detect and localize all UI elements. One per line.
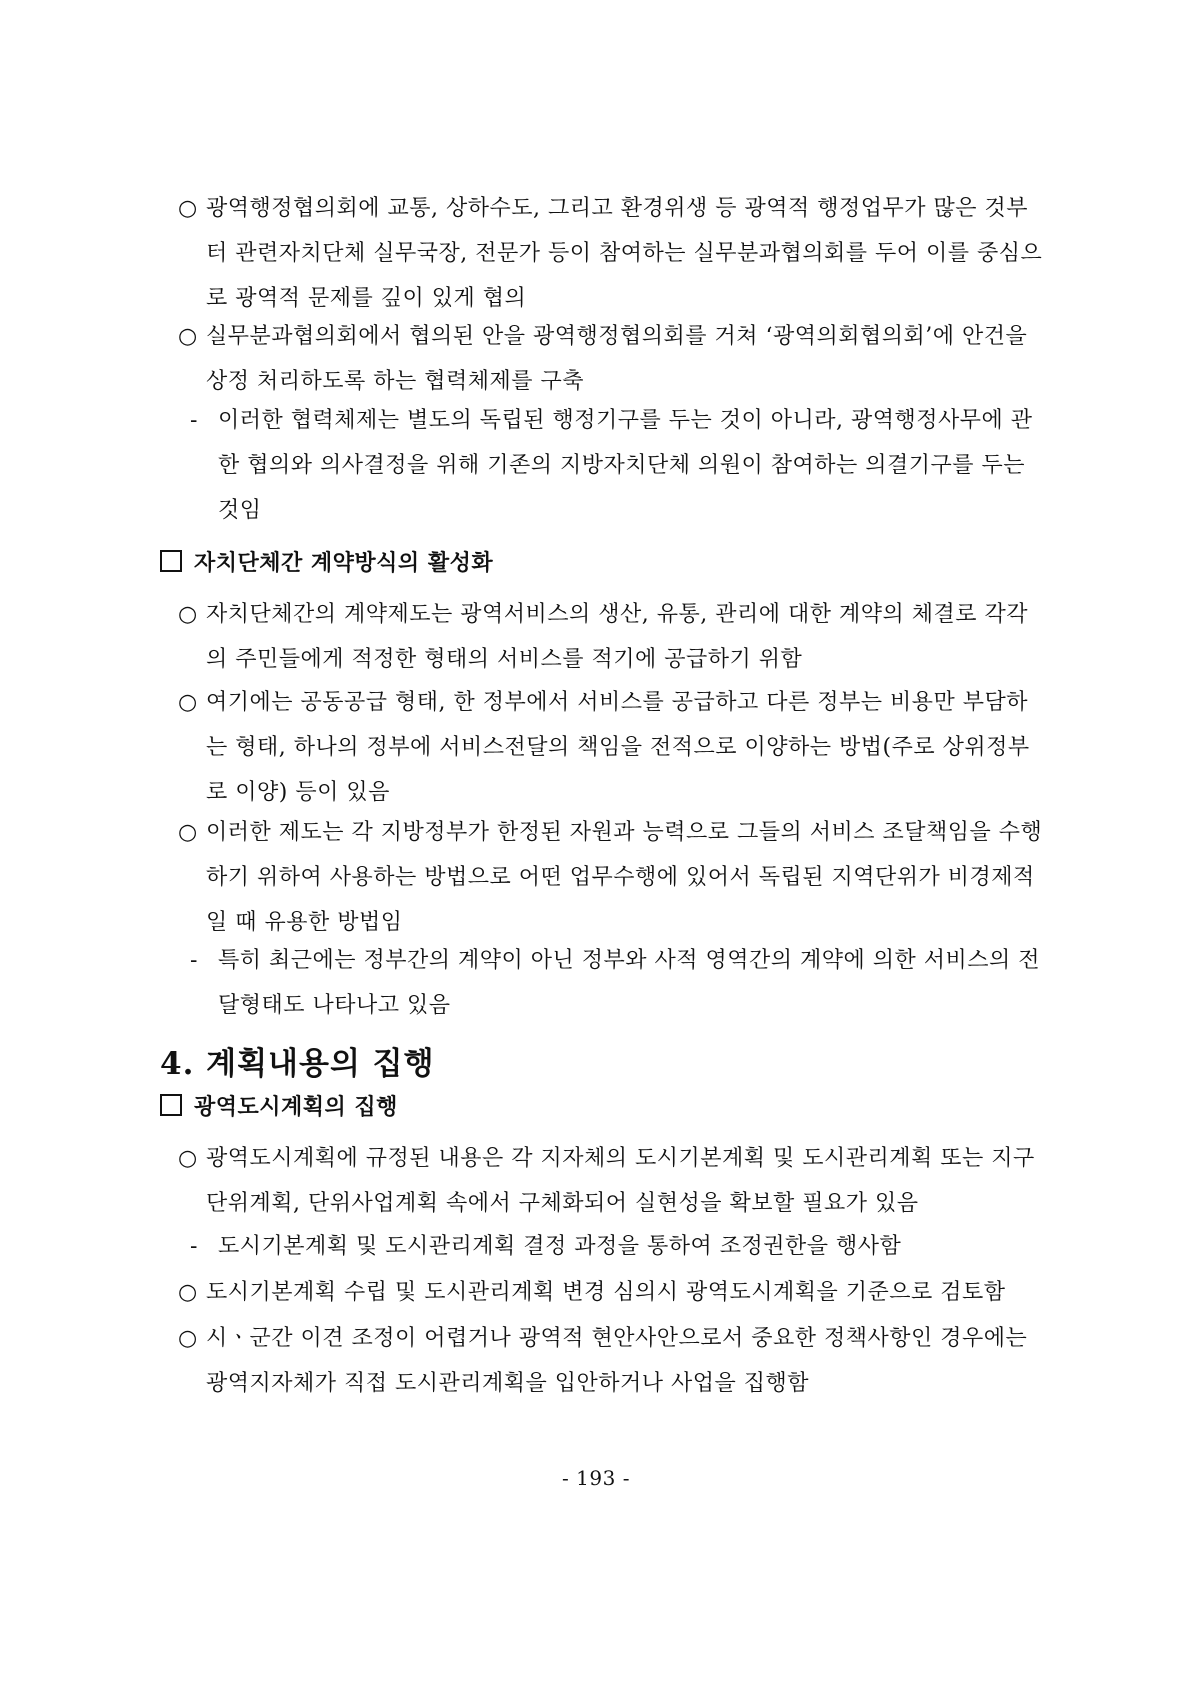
circle-bullet-icon: ○	[178, 1326, 198, 1351]
dash-text: 도시기본계획 및 도시관리계획 결정 과정을 통하여 조정권한을 행사함	[218, 1234, 902, 1259]
bullet-item	[178, 1136, 1048, 1226]
checkbox-square-icon	[160, 550, 182, 572]
bullet-text: 실무분과협의회에서 협의된 안을 광역행정협의회를 거쳐 ‘광역의회협의회’에 안건을 상정 처리하도록 하는 협력체제를 구축	[206, 324, 1028, 394]
dash-item	[190, 398, 1048, 533]
circle-bullet-icon: ○	[178, 196, 198, 221]
dash-item	[190, 938, 1048, 1028]
bullet-text: 광역행정협의회에 교통, 상하수도, 그리고 환경위생 등 광역적 행정업무가 많은 것부터 관련자치단체 실무국장, 전문가 등이 참여하는 실무분과협의회를 두어 이를 중심으로 광역적 문제를 깊이 있게 협의	[206, 196, 1043, 311]
bullet-item	[178, 1316, 1048, 1406]
dash-item	[190, 1224, 1048, 1269]
bullet-item	[178, 1270, 1048, 1315]
circle-bullet-icon: ○	[178, 820, 198, 845]
circle-bullet-icon: ○	[178, 690, 198, 715]
bullet-item	[178, 314, 1048, 404]
bullet-item	[178, 810, 1048, 945]
circle-bullet-icon: ○	[178, 324, 198, 349]
dash-bullet-icon: -	[190, 1234, 198, 1259]
heading-text: 자치단체간 계약방식의 활성화	[194, 550, 494, 576]
bullet-text: 도시기본계획 수립 및 도시관리계획 변경 심의시 광역도시계획을 기준으로 검토함	[206, 1280, 1006, 1305]
dash-text: 특히 최근에는 정부간의 계약이 아닌 정부와 사적 영역간의 계약에 의한 서비스의 전달형태도 나타나고 있음	[218, 948, 1040, 1018]
bullet-text: 광역도시계획에 규정된 내용은 각 지자체의 도시기본계획 및 도시관리계획 또는 지구단위계획, 단위사업계획 속에서 구체화되어 실현성을 확보할 필요가 있음	[206, 1146, 1035, 1216]
dash-bullet-icon: -	[190, 948, 198, 973]
bullet-text: 시ㆍ군간 이견 조정이 어렵거나 광역적 현안사안으로서 중요한 정책사항인 경우에는 광역지자체가 직접 도시관리계획을 입안하거나 사업을 집행함	[206, 1326, 1028, 1396]
heading-text: 광역도시계획의 집행	[194, 1094, 398, 1120]
bullet-text: 자치단체간의 계약제도는 광역서비스의 생산, 유통, 관리에 대한 계약의 체결로 각각의 주민들에게 적정한 형태의 서비스를 적기에 공급하기 위함	[206, 602, 1028, 672]
bullet-text: 이러한 제도는 각 지방정부가 한정된 자원과 능력으로 그들의 서비스 조달책임을 수행하기 위하여 사용하는 방법으로 어떤 업무수행에 있어서 독립된 지역단위가 비경제적일 때 유용한 방법임	[206, 820, 1043, 935]
bullet-item	[178, 186, 1048, 321]
subsection-heading	[160, 1090, 398, 1124]
circle-bullet-icon: ○	[178, 1280, 198, 1305]
circle-bullet-icon: ○	[178, 1146, 198, 1171]
bullet-text: 여기에는 공동공급 형태, 한 정부에서 서비스를 공급하고 다른 정부는 비용만 부담하는 형태, 하나의 정부에 서비스전달의 책임을 전적으로 이양하는 방법(주로 상위정부로 이양) 등이 있음	[206, 690, 1030, 805]
dash-text: 이러한 협력체제는 별도의 독립된 행정기구를 두는 것이 아니라, 광역행정사무에 관한 협의와 의사결정을 위해 기존의 지방자치단체 의원이 참여하는 의결기구를 두는 것임	[218, 408, 1033, 523]
circle-bullet-icon: ○	[178, 602, 198, 627]
section-title: 4. 계획내용의 집행	[160, 1046, 435, 1082]
dash-bullet-icon: -	[190, 408, 198, 433]
subsection-heading	[160, 546, 493, 580]
bullet-item	[178, 680, 1048, 815]
page-number: - 193 -	[562, 1466, 630, 1490]
checkbox-square-icon	[160, 1094, 182, 1116]
bullet-item	[178, 592, 1048, 682]
